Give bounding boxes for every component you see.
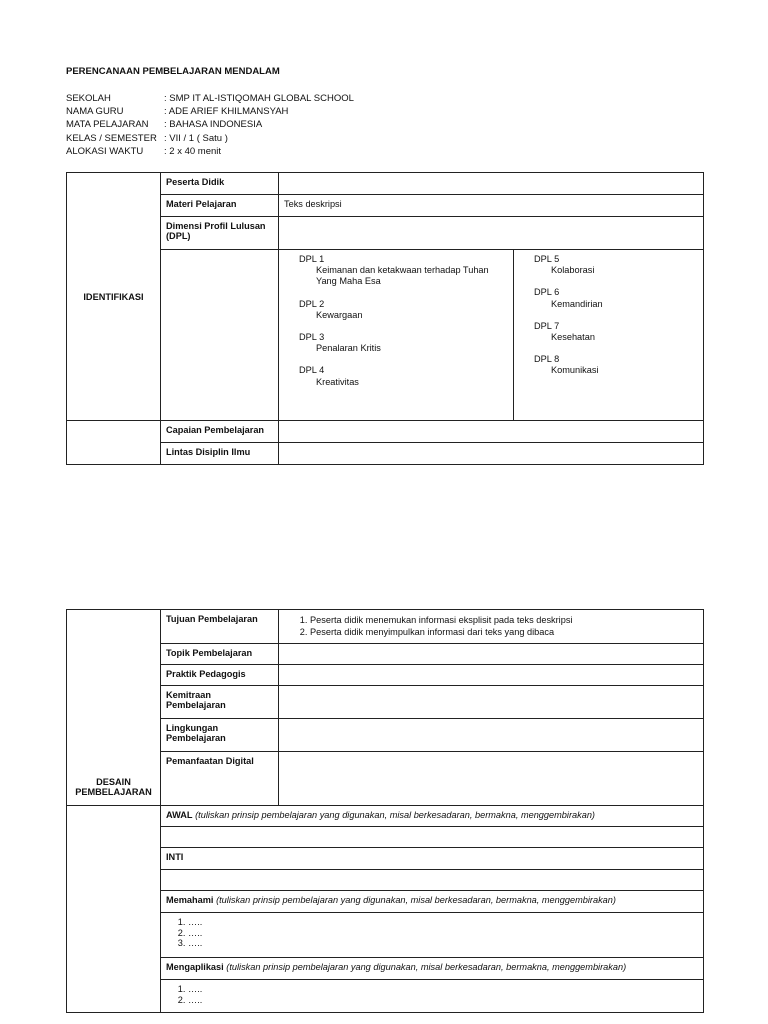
meta-row-sekolah — [66, 92, 354, 105]
dpl-code: DPL 7 — [534, 320, 560, 331]
memahami-content[interactable] — [161, 913, 704, 958]
dimensi-profil-value[interactable] — [279, 217, 704, 250]
memahami-item: 3. ….. — [188, 938, 698, 949]
topik-value[interactable] — [279, 644, 704, 665]
dpl-desc: Komunikasi — [551, 365, 599, 376]
meta-row-mata-pelajaran — [66, 118, 354, 131]
tujuan-item: 2. Peserta didik menyimpulkan informasi dari teks yang dibaca — [310, 626, 698, 638]
meta-value: : 2 x 40 menit — [164, 145, 222, 157]
dpl-item — [299, 254, 505, 288]
memahami-label: Memahami — [166, 895, 214, 905]
meta-key: KELAS / SEMESTER — [66, 132, 157, 144]
mengaplikasi-note: (tuliskan prinsip pembelajaran yang digunakan, misal berkesadaran, bermakna, menggembirakan) — [226, 962, 627, 972]
dpl-desc: Keimanan dan ketakwaan terhadap Tuhan Yang Maha Esa — [316, 265, 489, 287]
mengaplikasi-item: 1. ….. — [188, 984, 698, 995]
meta-value: : VII / 1 ( Satu ) — [164, 132, 228, 144]
meta-row-kelas-semester — [66, 132, 354, 145]
capaian-value[interactable] — [279, 421, 704, 443]
dpl-code: DPL 1 — [299, 254, 325, 264]
dpl-desc: Kemandirian — [551, 298, 603, 309]
desain-table — [66, 609, 704, 1013]
dpl-empty-cell — [161, 250, 279, 421]
peserta-didik-value[interactable] — [279, 173, 704, 195]
identifikasi-section-label: IDENTIFIKASI — [67, 173, 161, 421]
lintas-disiplin-label: Lintas Disiplin Ilmu — [161, 443, 279, 465]
desain-section-label: DESAIN PEMBELAJARAN — [67, 610, 161, 806]
digital-value[interactable] — [279, 752, 704, 806]
pengalaman-empty-cell — [67, 806, 161, 1013]
dpl-code: DPL 6 — [534, 287, 560, 298]
meta-info — [66, 92, 354, 158]
awal-label: AWAL — [166, 810, 193, 820]
memahami-row — [161, 891, 704, 913]
memahami-note: (tuliskan prinsip pembelajaran yang digunakan, misal berkesadaran, bermakna, menggembirakan) — [216, 895, 616, 905]
memahami-list — [166, 917, 698, 949]
dpl-code: DPL 5 — [534, 254, 560, 264]
mengaplikasi-item: 2. ….. — [188, 995, 698, 1006]
lintas-disiplin-value[interactable] — [279, 443, 704, 465]
awal-row — [161, 806, 704, 827]
praktik-value[interactable] — [279, 665, 704, 686]
meta-key: SEKOLAH — [66, 93, 111, 104]
meta-key: MATA PELAJARAN — [66, 119, 149, 131]
dpl-code: DPL 2 — [299, 298, 325, 309]
memahami-item: 2. ….. — [188, 928, 698, 939]
inti-label: INTI — [166, 852, 184, 862]
dpl-desc: Kreativitas — [316, 376, 359, 387]
kemitraan-value[interactable] — [279, 686, 704, 719]
tujuan-label: Tujuan Pembelajaran — [161, 610, 279, 644]
mengaplikasi-row — [161, 958, 704, 980]
tujuan-item: 1. Peserta didik menemukan informasi eksplisit pada teks deskripsi — [310, 614, 698, 626]
dpl-item — [534, 321, 695, 343]
memahami-item: 1. ….. — [188, 917, 698, 928]
dpl-desc: Penalaran Kritis — [316, 343, 381, 354]
dpl-item — [299, 365, 505, 387]
digital-label: Pemanfaatan Digital — [161, 752, 279, 806]
dpl-list-right — [514, 250, 704, 421]
dpl-desc: Kesehatan — [551, 332, 595, 343]
dpl-code: DPL 4 — [299, 365, 325, 376]
dpl-item — [534, 254, 695, 276]
dpl-code: DPL 8 — [534, 354, 560, 365]
praktik-label: Praktik Pedagogis — [161, 665, 279, 686]
identifikasi-table — [66, 172, 704, 465]
topik-label: Topik Pembelajaran — [161, 644, 279, 665]
dpl-desc: Kolaborasi — [551, 265, 595, 276]
dpl-desc: Kewargaan — [316, 309, 363, 320]
dpl-item — [534, 287, 695, 309]
kemitraan-label: Kemitraan Pembelajaran — [161, 686, 279, 719]
materi-pelajaran-value[interactable]: Teks deskripsi — [279, 195, 704, 217]
tujuan-list — [284, 614, 698, 638]
meta-row-nama-guru — [66, 105, 354, 118]
lingkungan-label: Lingkungan Pembelajaran — [161, 719, 279, 752]
meta-value: : SMP IT AL-ISTIQOMAH GLOBAL SCHOOL — [164, 93, 354, 104]
dimensi-profil-label: Dimensi Profil Lulusan (DPL) — [161, 217, 279, 250]
dpl-code: DPL 3 — [299, 332, 325, 343]
peserta-didik-label: Peserta Didik — [161, 173, 279, 195]
capaian-label: Capaian Pembelajaran — [161, 421, 279, 443]
materi-pelajaran-label: Materi Pelajaran — [161, 195, 279, 217]
identifikasi-empty-cell — [67, 421, 161, 465]
inti-row — [161, 848, 704, 870]
dpl-item — [534, 354, 695, 376]
awal-note: (tuliskan prinsip pembelajaran yang digunakan, misal berkesadaran, bermakna, menggembirakan) — [195, 810, 595, 820]
document-title: PERENCANAAN PEMBELAJARAN MENDALAM — [66, 66, 280, 77]
dpl-item — [299, 299, 505, 321]
inti-content[interactable] — [161, 870, 704, 891]
meta-value: : ADE ARIEF KHILMANSYAH — [164, 106, 289, 118]
awal-content[interactable] — [161, 827, 704, 848]
mengaplikasi-content[interactable] — [161, 980, 704, 1013]
meta-key: ALOKASI WAKTU — [66, 145, 144, 157]
dpl-item — [299, 332, 505, 354]
lingkungan-value[interactable] — [279, 719, 704, 752]
tujuan-value[interactable] — [279, 610, 704, 644]
mengaplikasi-label: Mengaplikasi — [166, 962, 224, 972]
meta-row-alokasi-waktu — [66, 145, 354, 158]
mengaplikasi-list — [166, 984, 698, 1005]
meta-key: NAMA GURU — [66, 106, 124, 118]
meta-value: : BAHASA INDONESIA — [164, 119, 263, 131]
dpl-list-left — [279, 250, 514, 421]
